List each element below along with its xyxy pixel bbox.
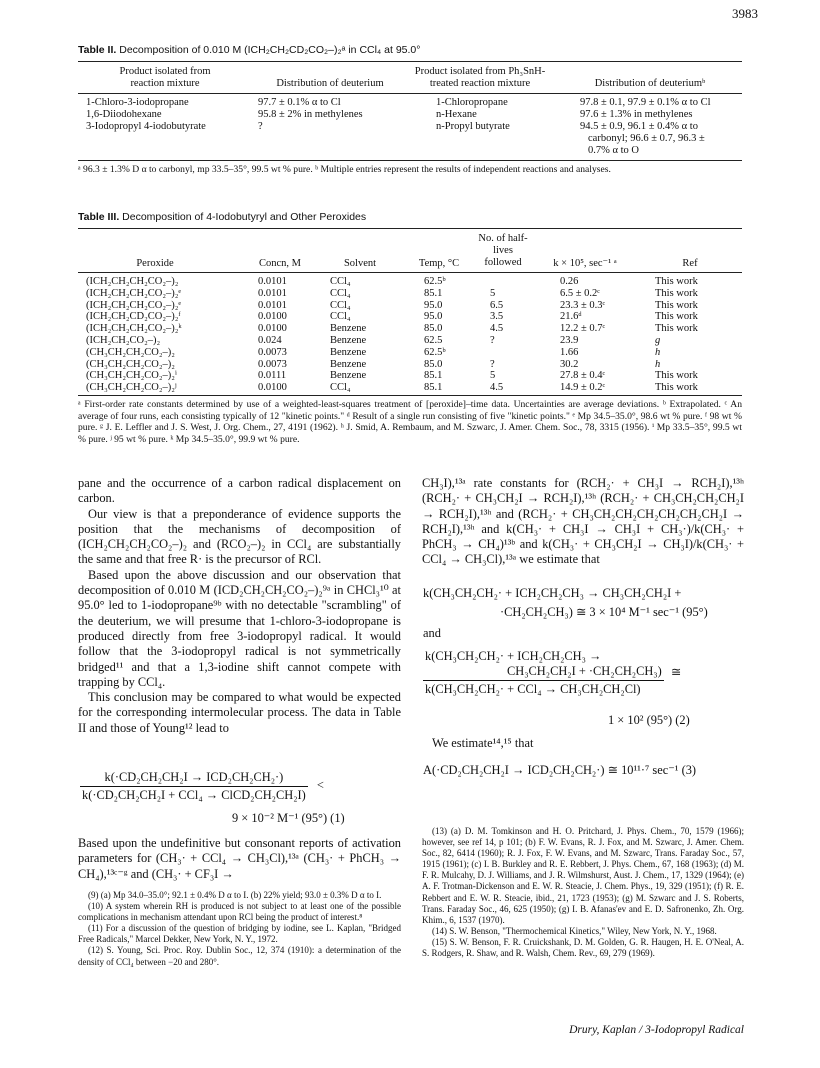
left-column-text <box>78 476 401 736</box>
table-cell: 0.0101 <box>258 287 287 299</box>
equation-2-numerator <box>423 649 664 681</box>
table-cell: 62.5 <box>424 335 443 346</box>
footnote-15: (15) S. W. Benson, F. R. Cruickshank, D. M. Golden, G. R. Haugen, H. E. O'Neal, A. S. Rodgers, R. Shaw, and R. Walsh, Chem. Rev., 69, 279 (1969). <box>422 936 744 959</box>
right-column-text-2 <box>422 736 744 751</box>
t3-header-solvent: Solvent <box>343 258 377 269</box>
table-cell: CCl₄ <box>330 299 351 311</box>
table-cell: This work <box>655 287 698 299</box>
table-cell: 12.2 ± 0.7ᶜ <box>560 323 606 335</box>
equation-2-fraction <box>423 649 664 697</box>
table-cell: 6.5 ± 0.2ᶜ <box>560 287 600 299</box>
table-cell: This work <box>655 299 698 311</box>
table-cell: 1.66 <box>560 346 579 358</box>
table-cell: 0.0073 <box>258 358 287 370</box>
equation-1-fraction <box>80 770 308 803</box>
footnote-12: (12) S. Young, Sci. Proc. Roy. Dublin Soc., 12, 374 (1910): a determination of the density of CCl₄ between −20 and 280°. <box>78 945 401 967</box>
table-cell: (ICH₂CH₂CO₂–)₂ <box>86 335 161 346</box>
table-cell: 5 <box>490 287 496 299</box>
table-cell: n-Hexane <box>436 109 477 120</box>
table-cell: 85.1 <box>424 382 443 394</box>
table-cell: 23.3 ± 0.3ᶜ <box>560 299 606 311</box>
table-cell: 85.0 <box>424 323 443 335</box>
table-cell: 94.5 ± 0.9, 96.1 ± 0.4% α to <box>580 121 698 132</box>
table-cell: g <box>655 335 661 346</box>
equation-1-numerator: k(·CD₂CH₂CH₂I → ICD₂CH₂CH₂·) <box>80 770 308 787</box>
table-cell: Benzene <box>330 346 367 358</box>
equation-1-denominator: k(·CD₂CH₂CH₂I + CCl₄ → ClCD₂CH₂CH₂I) <box>82 788 306 802</box>
table-cell: ? <box>258 121 263 132</box>
table-cell: CCl₄ <box>330 276 351 287</box>
table-cell: 85.1 <box>424 370 443 382</box>
left-footnotes <box>78 890 401 968</box>
table3-caption <box>78 211 366 223</box>
table-cell: ? <box>490 335 495 346</box>
footnote-9: (9) (a) Mp 34.0–35.0°; 92.1 ± 0.4% D α to I. (b) 22% yield; 93.0 ± 0.3% D α to I. <box>88 890 382 900</box>
table-cell: This work <box>655 370 698 382</box>
equation-a-line1: k(CH₃CH₂CH₂· + ICH₂CH₂CH₃ → CH₃CH₂CH₂I + <box>423 586 682 600</box>
table-cell: This work <box>655 382 698 394</box>
table-cell: This work <box>655 323 698 335</box>
left-paragraph-4: This conclusion may be compared to what would be expected for the corresponding intermolecular process. The data in Table II and those of Young¹² lead to <box>78 690 401 735</box>
right-column-text <box>422 476 744 568</box>
footnote-10: (10) A system wherein RH is produced is not subject to at least one of the possible complications in mechanism attendant upon RCl being the product of interest.⁸ <box>78 901 401 923</box>
table-cell: 21.6ᵈ <box>560 311 582 323</box>
t3-header-halflives: No. of half-lives followed <box>478 233 528 268</box>
table3-footnote: ᵃ First-order rate constants determined by use of a weighted-least-squares treatment of [peroxide]–time data. Uncertainties are average deviations. ᵇ Extrapolated. ᶜ An average of four runs, each consisting typically of 12 "kinetic points." ᵈ Result of a single run consisting of five "kinetic points." ᵉ Mp 34.5–35.0°, 98.6 wt % pure. ᶠ 98 wt % pure. ᵍ J. E. Leffler and J. S. West, J. Org. Chem., 27, 4191 (1962). ʰ J. Smid, A. Rembaum, and M. Szwarc, J. Amer. Chem. Soc., 78, 3315 (1956). ⁱ Mp 33.5–35°, 99.5 wt % pure. ʲ 95 wt % pure. ᵏ Mp 34.5–35.0°, 99.9 wt % pure. <box>78 399 742 445</box>
table-cell: 0.0073 <box>258 346 287 358</box>
table-cell: 27.8 ± 0.4ᶜ <box>560 370 606 382</box>
left-paragraph-2: Our view is that a preponderance of evidence supports the position that the mechanisms of decomposition of (ICH₂CH₂CH₂CO₂–)₂ and (RCO₂–)₂ in CCl₄ are substantially the same and that free R· is the precursor of RCl. <box>78 506 401 567</box>
table2-bottom-rule <box>78 160 742 161</box>
page-number: 3983 <box>732 6 758 21</box>
table-cell: (CH₃CH₂CH₂CO₂–)₂ʲ <box>86 382 177 394</box>
t2-h3-line2: treated reaction mixture <box>429 78 531 89</box>
table-cell: (CH₃CH₂CH₂CO₂–)₂ <box>86 358 175 370</box>
left-paragraph-5: Based upon the undefinitive but consonant reports of activation parameters for (CH₃· + CCl₄ → CH₃Cl),¹³ᵃ (CH₃· + PhCH₃ → CH₄),¹³ᶜ⁻ᵍ and (CH₃· + CF₃I → <box>78 836 401 881</box>
table-cell: 62.5ᵇ <box>424 346 446 358</box>
table-cell: CCl₄ <box>330 311 351 323</box>
table-cell: 30.2 <box>560 358 579 370</box>
table-cell: (ICH₂CH₂CD₂CO₂–)₂ᶠ <box>86 311 181 323</box>
table-cell-cont: 0.7% α to O <box>588 145 639 156</box>
footnote-14: (14) S. W. Benson, "Thermochemical Kinetics," Wiley, New York, N. Y., 1968. <box>432 925 717 936</box>
table2-top-rule <box>78 61 742 62</box>
table2-header-rule <box>78 93 742 94</box>
table-cell: 0.26 <box>560 276 579 287</box>
table-cell: 0.0101 <box>258 299 287 311</box>
table-cell: 14.9 ± 0.2ᶜ <box>560 382 606 394</box>
t2-h1-line2: reaction mixture <box>130 78 200 89</box>
table-cell: (ICH₂CH₂CH₂CO₂–)₂ᵉ <box>86 287 182 299</box>
table-cell: 3.5 <box>490 311 504 323</box>
equation-1-value: 9 × 10⁻² M⁻¹ (95°) (1) <box>232 811 345 825</box>
footnote-13: (13) (a) D. M. Tomkinson and H. O. Pritchard, J. Phys. Chem., 70, 1579 (1966); however, see ref 14, p 101; (b) F. W. Evans, R. J. Fox, and M. Szwarc, J. Amer. Chem. Soc., 82, 6414 (1960); R. J. Fox, F. W. Evans, and M. Szwarc, Trans. Faraday Soc., 57, 1915 (1961); (c) I. B. Burkley and R. E. Rebbert, J. Phys. Chem., 67, 168 (1963); (d) M. F. R. Mulcahy, D. J. Williams, and J. R. Wilmshurst, Aust. J. Chem., 17, 1329 (1964); (e) A. F. Trotman-Dickenson and E. W. R. Steacie, J. Chem. Phys., 19, 329 (1951); (f) R. E. Rebbert and E. W. R. Steacie, ibid., 21, 1723 (1953); (g) M. Szwarc and J. S. Roberts, Trans. Faraday Soc., 46, 625 (1950); (g) I. B. Afanas'ev and E. D. Safronenko, Zh. Org. Khim., 6, 1537 (1970). <box>422 826 744 925</box>
table-cell: 0.0101 <box>258 276 287 287</box>
t2-header-col4: Distribution of deuteriumᵇ <box>594 78 706 89</box>
table2-footnote: ᵃ 96.3 ± 1.3% D α to carbonyl, mp 33.5–35°, 99.5 wt % pure. ᵇ Multiple entries represent the results of independent reactions and analyses. <box>78 164 611 175</box>
table-cell: 85.1 <box>424 287 443 299</box>
table-cell: Benzene <box>330 370 367 382</box>
table-cell: 0.0100 <box>258 382 287 394</box>
equation-2-value: 1 × 10² (95°) (2) <box>608 713 690 727</box>
table-cell: 95.0 <box>424 299 443 311</box>
table-cell: This work <box>655 276 698 287</box>
table-cell: 6.5 <box>490 299 504 311</box>
table-cell: CCl₄ <box>330 382 351 394</box>
table-cell: 23.9 <box>560 335 579 346</box>
table3-label: Table III. <box>78 211 120 223</box>
table-cell: 97.6 ± 1.3% in methylenes <box>580 109 693 120</box>
table3-top-rule <box>78 228 742 229</box>
equation-2-relation: ≅ <box>670 664 682 679</box>
t3-header-ref: Ref <box>682 258 698 269</box>
table-cell: 0.024 <box>258 335 282 346</box>
table-cell: 1-Chloro-3-iodopropane <box>86 97 189 108</box>
table-cell: (CH₃CH₂CH₂CO₂–)₂ <box>86 346 175 358</box>
t3-header-k: k × 10⁵, sec⁻¹ ᵃ <box>553 258 617 269</box>
table-cell: 97.8 ± 0.1, 97.9 ± 0.1% α to Cl <box>580 97 711 108</box>
table-cell: (ICH₂CH₂CH₂CO₂–)₂ᵏ <box>86 323 182 335</box>
table-cell: 4.5 <box>490 323 504 335</box>
table-cell: 1,6-Diiodohexane <box>86 109 162 120</box>
table-cell: 0.0100 <box>258 311 287 323</box>
t2-header-col3 <box>400 66 560 90</box>
right-paragraph-1: CH₃I),¹³ᵃ rate constants for (RCH₂· + CH₃I → RCH₂I),¹³ʰ (RCH₂· + CH₃CH₂I → RCH₂I),¹³ʰ (RCH₂· + CH₃CH₂CH₂CH₂I → RCH₂I),¹³ʰ and (RCH₂· + CH₃CH₂CH₂CH₂CH₂CH₂CH₂I → RCH₂I),¹³ʰ and k(CH₃· + CH₃I → CH₃I + CH₃·)/k(CH₃· + PhCH₃ → CH₄)¹³ᵇ and k(CH₃· + CH₃CH₂I → CH₃I)/k(CH₃· + CCl₄ → CH₃Cl),¹³ᵃ we estimate that <box>422 476 744 567</box>
table-cell: Benzene <box>330 323 367 335</box>
table2-label: Table II. <box>78 44 117 56</box>
t3-header-concn: Concn, M <box>259 258 301 269</box>
table2-caption <box>78 44 420 56</box>
table-cell: h <box>655 358 661 370</box>
right-paragraph-2: We estimate¹⁴,¹⁵ that <box>432 736 534 750</box>
t2-header-col2: Distribution of deuterium <box>276 78 384 89</box>
table-cell: This work <box>655 311 698 323</box>
table-cell: h <box>655 346 661 358</box>
equation-2 <box>423 649 681 697</box>
equation-1 <box>80 770 324 803</box>
t2-h1-line1: Product isolated from <box>119 66 211 77</box>
equation-2-denominator: k(CH₃CH₂CH₂· + CCl₄ → CH₃CH₂CH₂Cl) <box>425 682 641 696</box>
table-cell: 0.0100 <box>258 323 287 335</box>
table-cell: 62.5ᵇ <box>424 276 446 287</box>
t3-header-temp: Temp, °C <box>418 258 460 269</box>
t3-header-peroxide: Peroxide <box>136 258 174 269</box>
table-cell: ? <box>490 358 495 370</box>
t2-h3-line1: Product isolated from Ph₃SnH- <box>414 66 546 77</box>
equation-1-relation: < <box>316 778 324 793</box>
table-cell: Benzene <box>330 335 367 346</box>
table-cell: (CH₃CH₂CH₂CO₂–)₂ⁱ <box>86 370 178 382</box>
table-cell: 97.7 ± 0.1% α to Cl <box>258 97 341 108</box>
equation-2-numerator-line1: k(CH₃CH₂CH₂· + ICH₂CH₂CH₃ → <box>425 649 602 663</box>
table3-bottom-rule <box>78 395 742 396</box>
table-cell: (ICH₂CH₂CH₂CO₂–)₂ <box>86 276 179 287</box>
table-cell: 1-Chloropropane <box>436 97 508 108</box>
equation-2-numerator-line2: CH₃CH₂CH₂I + ·CH₂CH₂CH₃) <box>507 664 662 678</box>
equation-3: A(·CD₂CH₂CH₂I → ICD₂CH₂CH₂·) ≅ 10¹¹·⁷ sec⁻¹ (3) <box>423 763 697 777</box>
equation-and: and <box>423 626 441 640</box>
table-cell: 5 <box>490 370 496 382</box>
table-cell: 0.0111 <box>258 370 287 382</box>
table-cell: 3-Iodopropyl 4-iodobutyrate <box>86 121 206 132</box>
table-cell: (ICH₂CH₂CH₂CO₂–)₂ᵉ <box>86 299 182 311</box>
table-cell: CCl₄ <box>330 287 351 299</box>
running-footer: Drury, Kaplan / 3-Iodopropyl Radical <box>569 1024 744 1036</box>
table-cell: n-Propyl butyrate <box>436 121 510 132</box>
table3-title: Decomposition of 4-Iodobutyryl and Other Peroxides <box>122 211 367 223</box>
table2-title: Decomposition of 0.010 M (ICH₂CH₂CD₂CO₂–)₂ᵃ in CCl₄ at 95.0° <box>119 44 421 56</box>
table-cell: 95.0 <box>424 311 443 323</box>
table3-header-rule <box>78 272 742 273</box>
left-paragraph-1: pane and the occurrence of a carbon radical displacement on carbon. <box>78 476 401 506</box>
table-cell: 4.5 <box>490 382 504 394</box>
equation-a-line2: ·CH₂CH₂CH₃) ≅ 3 × 10⁴ M⁻¹ sec⁻¹ (95°) <box>500 605 708 619</box>
table-cell: Benzene <box>330 358 367 370</box>
footnote-11: (11) For a discussion of the question of bridging by iodine, see L. Kaplan, "Bridged Free Radicals," Marcel Dekker, New York, N. Y., 1972. <box>78 923 401 945</box>
left-paragraph-3: Based upon the above discussion and our observation that decomposition of 0.010 M (ICD₂CH₂CH₂CO₂–)₂⁹ᵃ in CHCl₃¹⁰ at 95.0° led to 1-iodopropane⁹ᵇ with no detectable "scrambling" of the deuterium, we will presume that 1-chloro-3-iodopropane is produced directly from free 3-iodopropyl radical. It would follow that the 3-iodopropyl radical is not symmetrically bridged¹¹ and that a 1,3-iodine shift cannot compete with trapping by CCl₄. <box>78 567 401 689</box>
table-cell: 95.8 ± 2% in methylenes <box>258 109 363 120</box>
t2-header-col1 <box>80 66 250 90</box>
table-cell-cont: carbonyl; 96.6 ± 0.7, 96.3 ± <box>588 133 705 144</box>
right-footnotes <box>422 826 744 959</box>
table-cell: 85.0 <box>424 358 443 370</box>
left-column-text-2 <box>78 836 401 882</box>
